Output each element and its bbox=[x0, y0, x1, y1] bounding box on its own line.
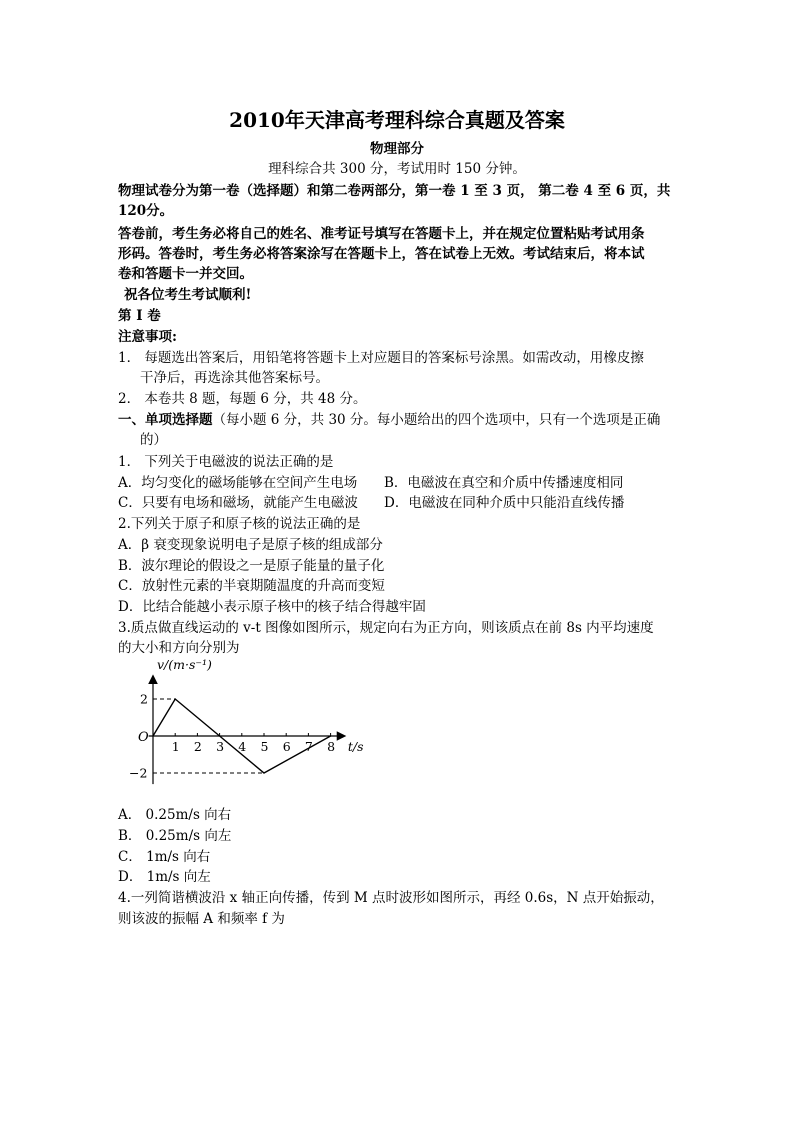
vt-graph bbox=[118, 655, 364, 795]
x-tick-label: 7 bbox=[304, 739, 313, 754]
notes-heading: 注意事项: bbox=[118, 329, 177, 345]
q1-option-a: A．均匀变化的磁场能够在空间产生电场 bbox=[118, 475, 358, 491]
q1-stem: 1． 下列关于电磁波的说法正确的是 bbox=[118, 454, 334, 470]
q3-option-c: C． 1m/s 向右 bbox=[118, 849, 211, 865]
q3-stem-line-2: 的大小和方向分别为 bbox=[118, 640, 240, 656]
q3-option-a: A． 0.25m/s 向右 bbox=[118, 807, 232, 823]
q1-option-d: D．电磁波在同种介质中只能沿直线传播 bbox=[384, 495, 625, 511]
q3-stem-line-1: 3.质点做直线运动的 v-t 图像如图所示，规定向右为正方向，则该质点在前 8s 内平均速度 bbox=[118, 620, 654, 636]
q1-option-b: B．电磁波在真空和介质中传播速度相同 bbox=[384, 475, 624, 491]
section-1-heading bbox=[118, 411, 660, 429]
notice-line-2: 形码。答卷时，考生务必将答案涂写在答题卡上，答在试卷上无效。考试结束后，将本试 bbox=[118, 246, 645, 262]
x-tick-label: 2 bbox=[193, 739, 202, 754]
q3-option-b: B． 0.25m/s 向左 bbox=[118, 828, 232, 844]
page-title: 2010年天津高考理科综合真题及答案 bbox=[229, 108, 565, 132]
note-1-line-1: 1． 每题选出答案后，用铅笔将答题卡上对应题目的答案标号涂黑。如需改动，用橡皮擦 bbox=[118, 350, 644, 366]
section-1-rules: （每小题 6 分，共 30 分。每小题给出的四个选项中，只有一个选项是正确 bbox=[212, 412, 661, 428]
y-tick-label: −2 bbox=[129, 765, 148, 781]
q1-option-c: C．只要有电场和磁场，就能产生电磁波 bbox=[118, 495, 358, 511]
q2-option-c: C．放射性元素的半衰期随温度的升高而变短 bbox=[118, 578, 385, 594]
q2-stem: 2.下列关于原子和原子核的说法正确的是 bbox=[118, 516, 361, 532]
exam-meta: 理科综合共 300 分，考试用时 150 分钟。 bbox=[268, 161, 526, 177]
origin-label: O bbox=[138, 730, 149, 745]
q2-option-d: D．比结合能越小表示原子核中的核子结合得越牢固 bbox=[118, 599, 426, 615]
x-tick-label: 6 bbox=[282, 739, 291, 754]
x-tick-label: 5 bbox=[260, 739, 269, 754]
x-axis-label: t/s bbox=[347, 739, 364, 754]
q2-option-b: B．波尔理论的假设之一是原子能量的量子化 bbox=[118, 558, 385, 574]
intro-line-2: 120分。 bbox=[118, 203, 174, 219]
section-1-heading-end: 的） bbox=[140, 432, 167, 448]
section-heading: 物理部分 bbox=[370, 141, 424, 157]
y-tick-label: 2 bbox=[140, 691, 148, 707]
volume-heading: 第 I 卷 bbox=[118, 308, 161, 324]
x-tick-label: 1 bbox=[171, 739, 180, 754]
q4-stem-line-2: 则该波的振幅 A 和频率 f 为 bbox=[118, 911, 285, 927]
x-tick-label: 4 bbox=[238, 739, 247, 754]
x-tick-label: 3 bbox=[216, 739, 225, 754]
q4-stem-line-1: 4.一列简谐横波沿 x 轴正向传播，传到 M 点时波形如图所示，再经 0.6s，N 点开始振动， bbox=[118, 890, 664, 906]
notice-line-1: 答卷前，考生务必将自己的姓名、准考证号填写在答题卡上，并在规定位置粘贴考试用条 bbox=[118, 226, 645, 242]
note-2: 2． 本卷共 8 题，每题 6 分，共 48 分。 bbox=[118, 391, 367, 407]
wish-line: 祝各位考生考试顺利! bbox=[124, 287, 252, 303]
q2-option-a: A．β 衰变现象说明电子是原子核的组成部分 bbox=[118, 537, 383, 553]
section-1-label: 一、单项选择题 bbox=[118, 412, 213, 428]
q3-option-d: D． 1m/s 向左 bbox=[118, 869, 211, 885]
notice-line-3: 卷和答题卡一并交回。 bbox=[118, 266, 253, 282]
intro-line-1: 物理试卷分为第一卷（选择题）和第二卷两部分，第一卷 1 至 3 页， 第二卷 4 至 6 页，共 bbox=[118, 183, 671, 199]
y-axis-label: v/(m·s⁻¹) bbox=[157, 657, 212, 672]
note-1-line-2: 干净后，再选涂其他答案标号。 bbox=[140, 370, 329, 386]
x-tick-label: 8 bbox=[327, 739, 336, 754]
